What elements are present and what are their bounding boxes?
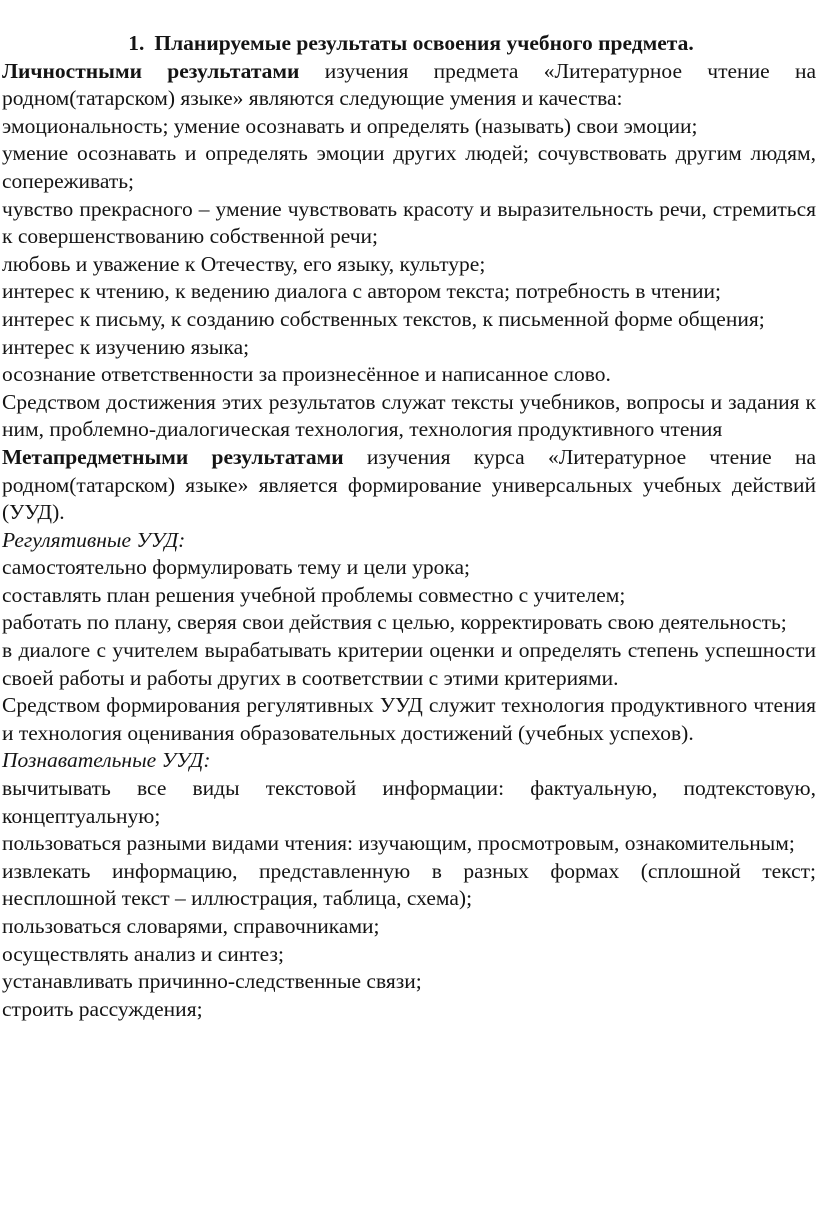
list-item: составлять план решения учебной проблемы совместно с учителем; <box>2 582 626 607</box>
personal-results-label: Личностными результатами <box>2 58 300 83</box>
list-item: пользоваться разными видами чтения: изучающим, просмотровым, ознакомительным; <box>2 831 795 856</box>
list-item: в диалоге с учителем вырабатывать критерии оценки и определять степень успешности своей работы и работы других в соответствии с этими критериями. <box>2 638 816 690</box>
meta-results-label: Метапредметными результатами <box>2 444 344 469</box>
meta-results-intro-text: изучения курса «Литературное чтение на родном(татарском) языке» является формирование универсальных учебных действий (УУД). <box>2 444 816 525</box>
list-item: чувство прекрасного – умение чувствовать красоту и выразительность речи, стремиться к совершенствованию собственной речи; <box>2 196 816 249</box>
list-item: интерес к чтению, к ведению диалога с автором текста; потребность в чтении; <box>2 279 722 304</box>
heading-number: 1. <box>128 31 145 55</box>
list-item: извлекать информацию, представленную в разных формах (сплошной текст; несплошной текст – иллюстрация, таблица, схема); <box>2 858 816 911</box>
meta-results-intro <box>2 444 816 527</box>
list-item: интерес к изучению языка; <box>2 334 250 359</box>
list-item: интерес к письму, к созданию собственных текстов, к письменной форме общения; <box>2 306 765 331</box>
list-item: вычитывать все виды текстовой информации: фактуальную, подтекстовую, концептуальную; <box>2 776 816 828</box>
list-item: осознание ответственности за произнесённое и написанное слово. <box>2 362 611 387</box>
list-item: строить рассуждения; <box>2 996 203 1021</box>
regulative-means: Средством формирования регулятивных УУД служит технология продуктивного чтения и технология оценивания образовательных достижений (учебных успехов). <box>2 693 816 745</box>
personal-results-intro-text: изучения предмета «Литературное чтение на родном(татарском) языке» являются следующие умения и качества: <box>2 58 816 111</box>
list-item: устанавливать причинно-следственные связи; <box>2 969 422 994</box>
personal-results-means: Средством достижения этих результатов служат тексты учебников, вопросы и задания к ним, проблемно-диалогическая технология, технология продуктивного чтения <box>2 389 816 442</box>
list-item: эмоциональность; умение осознавать и определять (называть) свои эмоции; <box>2 113 698 138</box>
section-heading <box>2 30 816 58</box>
list-item: пользоваться словарями, справочниками; <box>2 914 380 938</box>
personal-results-intro <box>2 58 816 113</box>
list-item: работать по плану, сверяя свои действия с целью, корректировать свою деятельность; <box>2 610 787 635</box>
list-item: любовь и уважение к Отечеству, его языку, культуре; <box>2 251 486 276</box>
list-item: осуществлять анализ и синтез; <box>2 941 284 966</box>
cognitive-label: Познавательные УУД: <box>2 748 211 773</box>
heading-text: Планируемые результаты освоения учебного предмета. <box>154 31 694 55</box>
regulative-label: Регулятивные УУД: <box>2 527 186 552</box>
list-item: самостоятельно формулировать тему и цели урока; <box>2 555 471 580</box>
list-item: умение осознавать и определять эмоции других людей; сочувствовать другим людям, сопереживать; <box>2 141 816 193</box>
